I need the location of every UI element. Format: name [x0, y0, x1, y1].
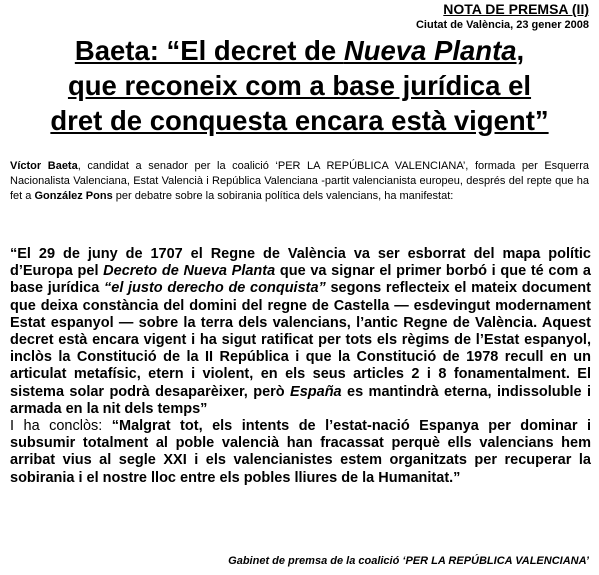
- quote-text-b: que va signar el primer borbó i que té com a base jurídica: [10, 263, 591, 297]
- opponent-name: González Pons: [34, 190, 113, 202]
- quote-decree-name: Decreto de Nueva Planta: [103, 263, 276, 280]
- quote-block: [10, 246, 591, 487]
- quote-text-c: segons reflecteix el mateix document que deixa constància del domini del regne de Castella — esdevingut modernament Estat espanyol — sobre la terra dels valencians, l’antic Regne de València. Aquest decret està encara vigent i ha sigut ratificat per tots els règims de l’Estat espanyol, inclòs la Constitució de la II República i que la Constitució de 1978 recull en un articulat metafísic, etern i violent, en els seus articles 2 i 8 fonamentalment. El sistema solar podrà desaparèixer, però: [10, 280, 591, 400]
- conclusion-intro: I ha conclòs:: [10, 418, 112, 435]
- headline-line-1: [8, 33, 591, 68]
- press-note-label: NOTA DE PREMSA (II): [443, 1, 589, 17]
- speaker-name: Víctor Baeta: [10, 160, 78, 172]
- quote-text-d: es mantindrà eterna, indissoluble i armada en la nit dels temps”: [10, 383, 591, 417]
- quote-legal-basis: “el justo derecho de conquista”: [104, 280, 326, 297]
- headline-line-3: dret de conquesta encara està vigent”: [50, 105, 549, 136]
- headline-line-1-emphasis: Nueva Planta: [343, 35, 517, 66]
- press-office-footer: Gabinet de premsa de la coalició ‘PER LA REPÚBLICA VALENCIANA’: [228, 555, 589, 567]
- headline-line-1-post: ,: [516, 35, 525, 66]
- intro-text-1: , candidat a senador per la coalició ‘PER LA REPÚBLICA VALENCIANA’, formada per Esquerra Nacionalista Valenciana, Estat Valencià i República Valenciana -partit valencianista europeu, després del repte que ha fet a: [10, 160, 589, 202]
- headline-line-1-pre: Baeta: “El decret de: [74, 35, 344, 66]
- quote-country-name: España: [290, 383, 342, 400]
- quote-text-a: “El 29 de juny de 1707 el Regne de València va ser esborrat del mapa polític d’Europa pel: [10, 246, 591, 280]
- intro-text-2: per debatre sobre la sobirania política dels valencians, ha manifestat:: [112, 190, 454, 202]
- conclusion-quote: “Malgrat tot, els intents de l’estat-nació Espanya per dominar i subsumir totalment al poble valencià han fracassat perquè ells valencians hem arribat vius al segle XXI i els valencianistes estem organitzats per recuperar la sobirania i el nostre lloc entre els pobles lliures de la Humanitat.”: [10, 418, 592, 486]
- headline: [8, 33, 591, 138]
- headline-line-2: que reconeix com a base jurídica el: [67, 70, 532, 101]
- intro-paragraph: [10, 159, 589, 204]
- place-date: Ciutat de València, 23 gener 2008: [415, 19, 589, 31]
